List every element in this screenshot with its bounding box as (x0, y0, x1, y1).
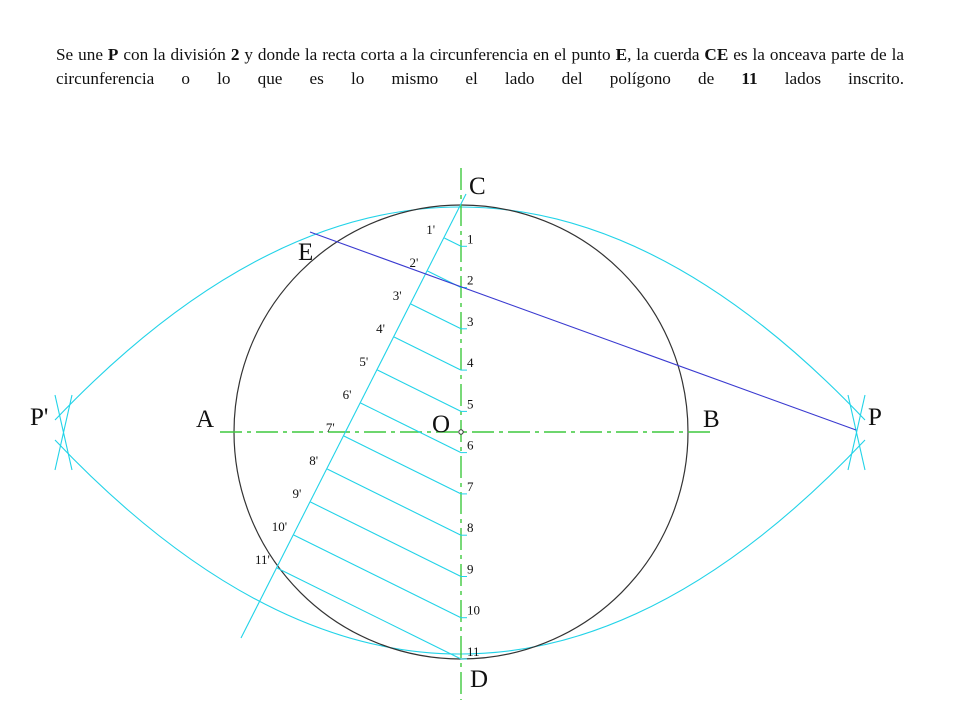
label-P-prime: P' (30, 404, 49, 431)
label-P: P (868, 404, 882, 431)
primed-label-9: 9' (292, 486, 302, 501)
line-P-through-2 (310, 232, 856, 430)
division-label-9: 9 (467, 561, 474, 577)
division-label-2: 2 (467, 272, 474, 288)
lower-lens-arc (55, 437, 865, 654)
label-O: O (432, 411, 451, 438)
upper-lens-arc (55, 207, 865, 420)
label-E: E (298, 239, 314, 266)
label-C: C (469, 173, 486, 200)
division-label-7: 7 (467, 478, 474, 494)
division-label-8: 8 (467, 520, 474, 536)
label-B: B (703, 406, 720, 433)
primed-label-4: 4' (376, 321, 385, 336)
primed-label-10: 10' (271, 519, 288, 534)
division-label-10: 10 (467, 602, 480, 618)
division-line-1 (444, 238, 461, 246)
division-line-3 (411, 304, 461, 329)
division-line-7 (344, 436, 461, 494)
division-line-11 (277, 568, 461, 659)
label-D: D (470, 666, 489, 693)
division-line-9 (311, 502, 462, 577)
division-line-8 (327, 469, 461, 535)
division-label-11: 11 (467, 644, 480, 659)
label-A: A (196, 406, 215, 433)
division-label-4: 4 (467, 355, 474, 371)
primed-label-7: 7' (325, 420, 335, 435)
primed-label-5: 5' (359, 354, 369, 369)
center-point-O (459, 430, 463, 434)
division-line-4 (394, 337, 461, 370)
division-line-10 (294, 535, 461, 618)
caption-text: Se une P con la división 2 y donde la recta corta a la circunferencia en el punto E, la cuerda CE es la onceava parte de la circunferencia o lo que es lo mismo el lado del polígono de 11 lados inscrito. (56, 45, 904, 88)
division-label-5: 5 (467, 396, 474, 412)
primed-label-6: 6' (342, 387, 352, 402)
division-label-1: 1 (467, 231, 474, 247)
primed-label-2: 2' (409, 255, 419, 270)
division-line-5 (377, 370, 461, 411)
division-label-6: 6 (467, 437, 474, 453)
primed-label-8: 8' (309, 453, 319, 468)
primed-label-11: 11' (255, 552, 270, 567)
primed-label-3: 3' (392, 288, 402, 303)
division-label-3: 3 (467, 313, 474, 329)
primed-label-1: 1' (426, 222, 436, 237)
